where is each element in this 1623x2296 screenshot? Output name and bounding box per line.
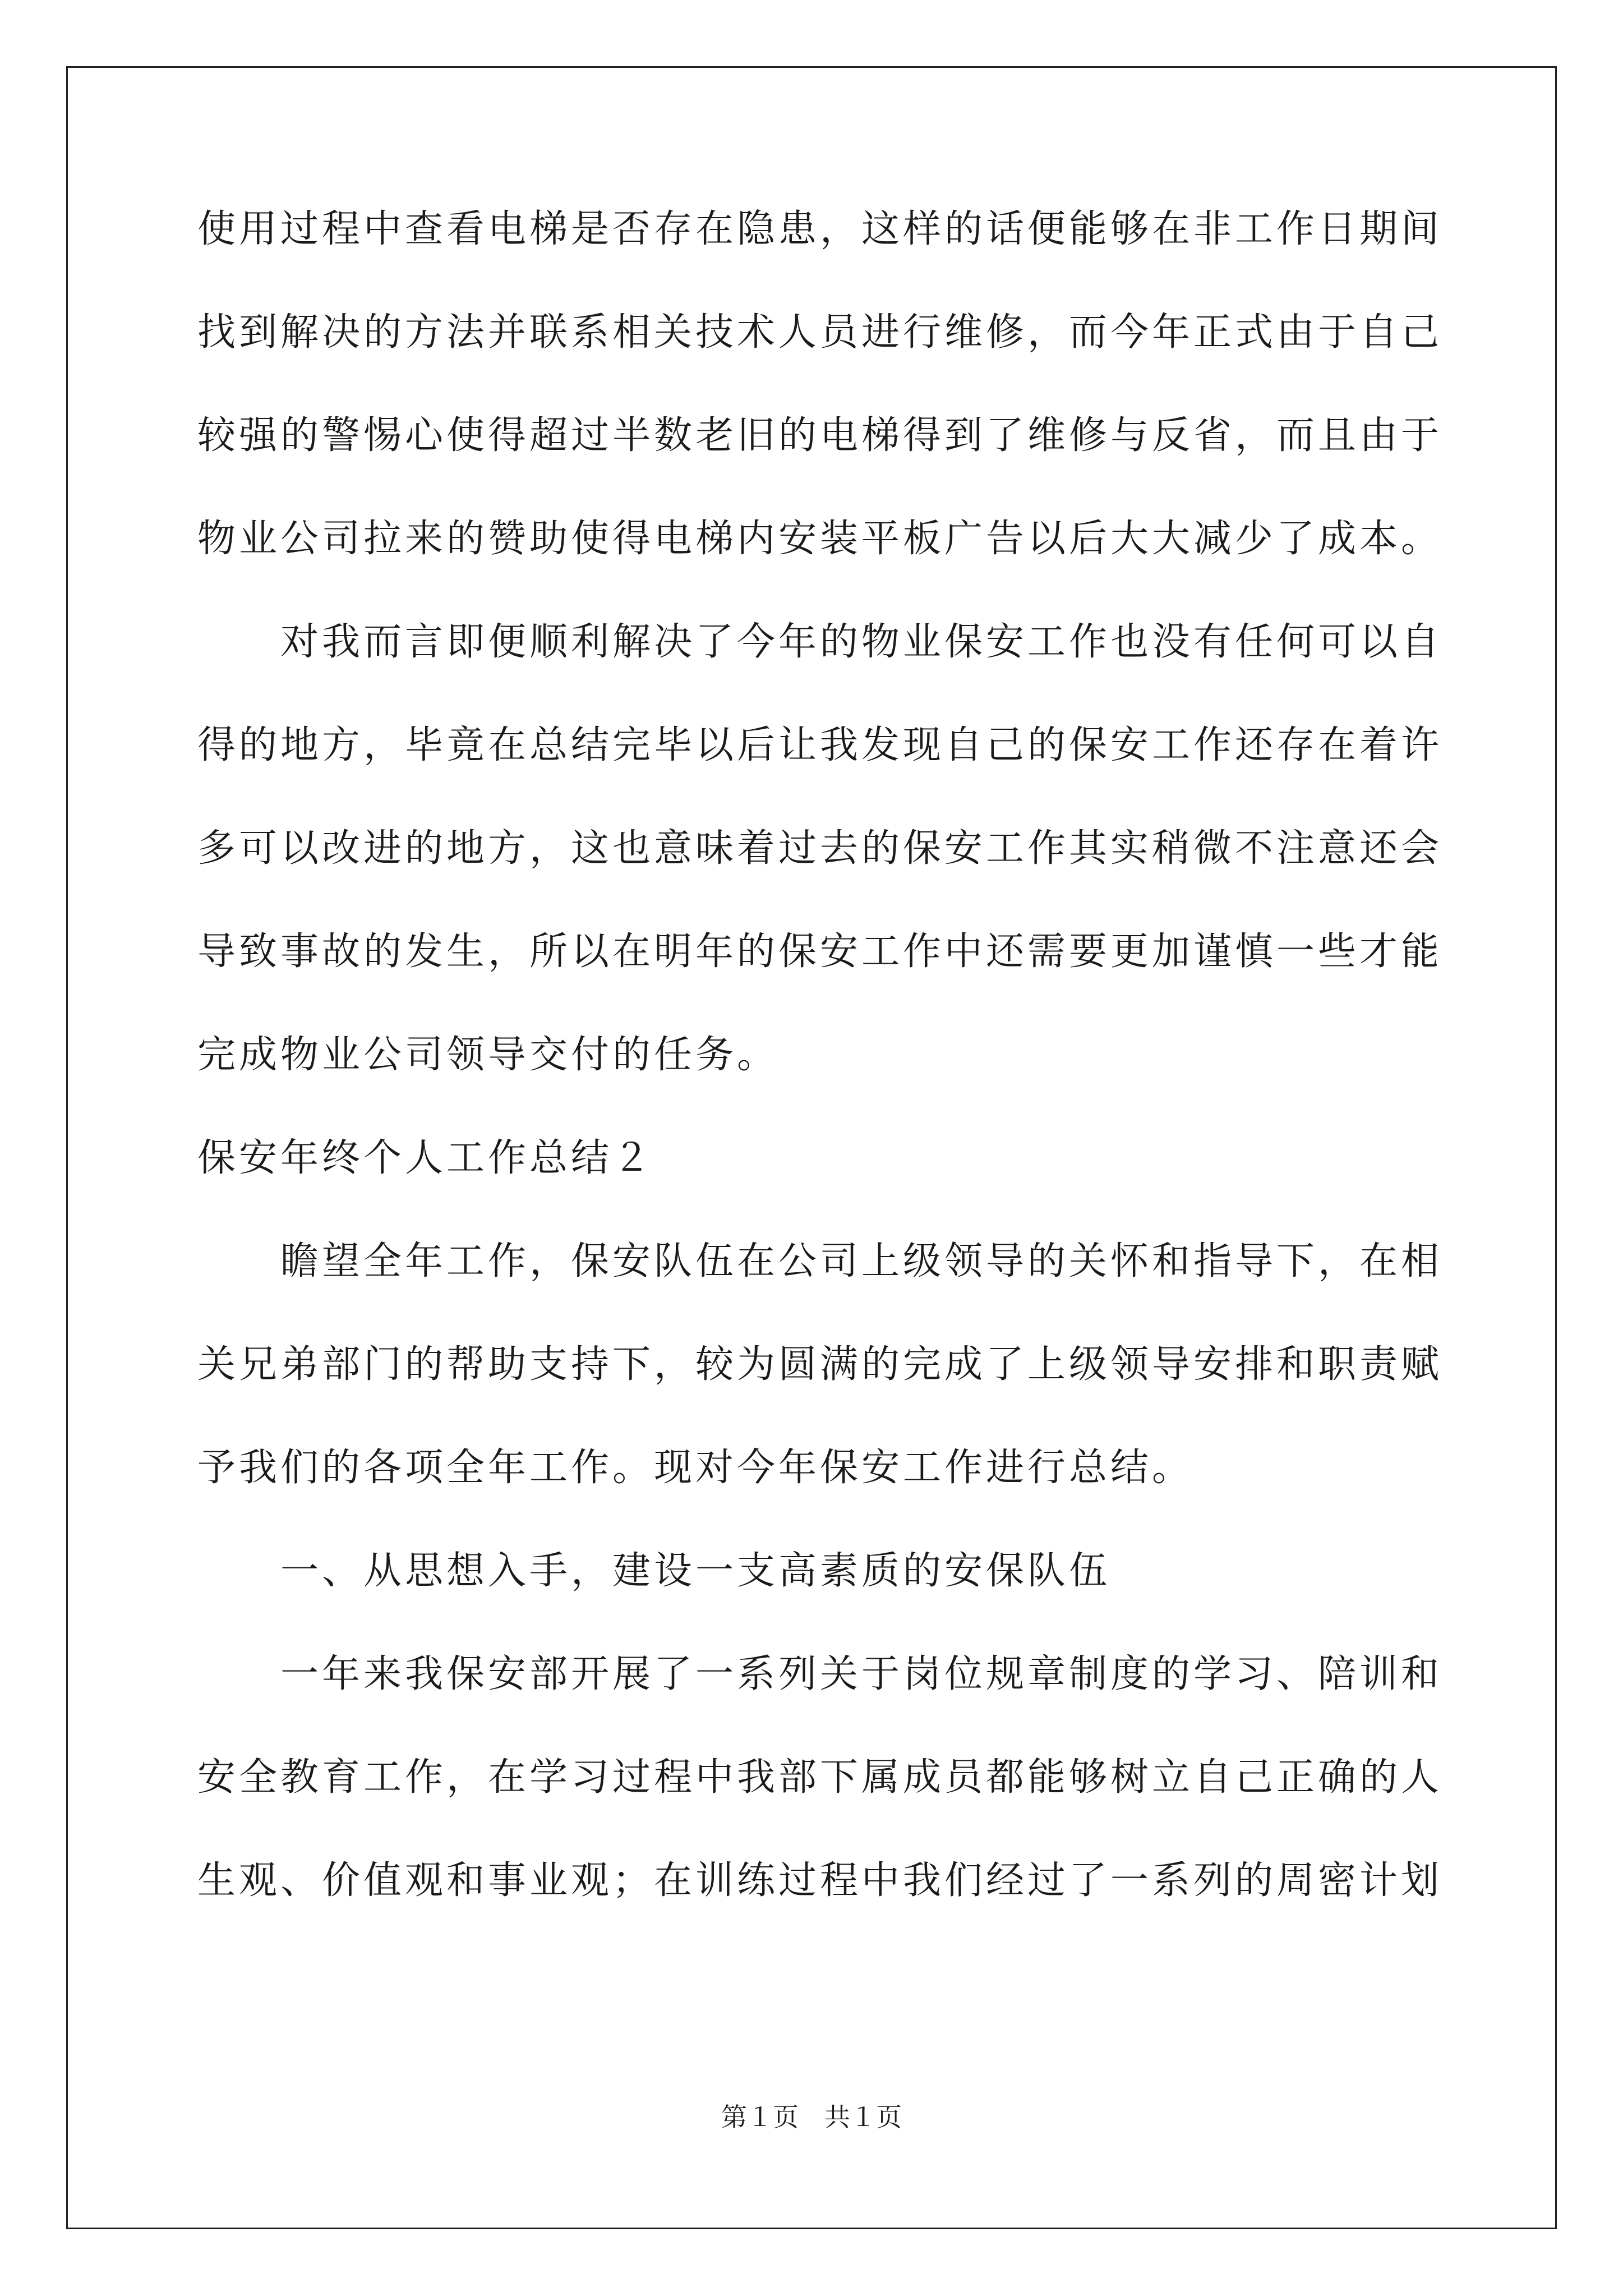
text-line: 对我而言即便顺利解决了今年的物业保安工作也没有任何可以自 xyxy=(280,620,1443,664)
text-line: 得的地方，毕竟在总结完毕以后让我发现自己的保安工作还存在着许 xyxy=(197,723,1443,767)
text-line: 导致事故的发生，所以在明年的保安工作中还需要更加谨慎一些才能 xyxy=(197,930,1443,974)
text-line: 一年来我保安部开展了一系列关于岗位规章制度的学习、陪训和 xyxy=(280,1652,1443,1696)
text-line: 较强的警惕心使得超过半数老旧的电梯得到了维修与反省，而且由于 xyxy=(197,413,1443,458)
page-number-footer: 第１页 共１页 xyxy=(721,2103,902,2132)
text-line: 安全教育工作，在学习过程中我部下属成员都能够树立自己正确的人 xyxy=(197,1755,1443,1800)
text-line: 使用过程中查看电梯是否存在隐患，这样的话便能够在非工作日期间 xyxy=(197,207,1443,251)
text-line: 多可以改进的地方，这也意味着过去的保安工作其实稍微不注意还会 xyxy=(197,826,1443,871)
text-line: 瞻望全年工作，保安队伍在公司上级领导的关怀和指导下，在相 xyxy=(280,1239,1443,1283)
text-line: 关兄弟部门的帮助支持下，较为圆满的完成了上级领导安排和职责赋 xyxy=(197,1342,1443,1387)
subsection-heading: 一、从思想入手，建设一支高素质的安保队伍 xyxy=(280,1549,1111,1593)
text-line: 生观、价值观和事业观；在训练过程中我们经过了一系列的周密计划 xyxy=(197,1858,1443,1903)
text-line: 予我们的各项全年工作。现对今年保安工作进行总结。 xyxy=(197,1446,1194,1490)
text-line: 物业公司拉来的赞助使得电梯内安装平板广告以后大大减少了成本。 xyxy=(197,517,1443,561)
section-heading: 保安年终个人工作总结２ xyxy=(197,1136,654,1180)
text-line: 找到解决的方法并联系相关技术人员进行维修，而今年正式由于自己 xyxy=(197,310,1443,355)
text-line: 完成物业公司领导交付的任务。 xyxy=(197,1033,779,1077)
